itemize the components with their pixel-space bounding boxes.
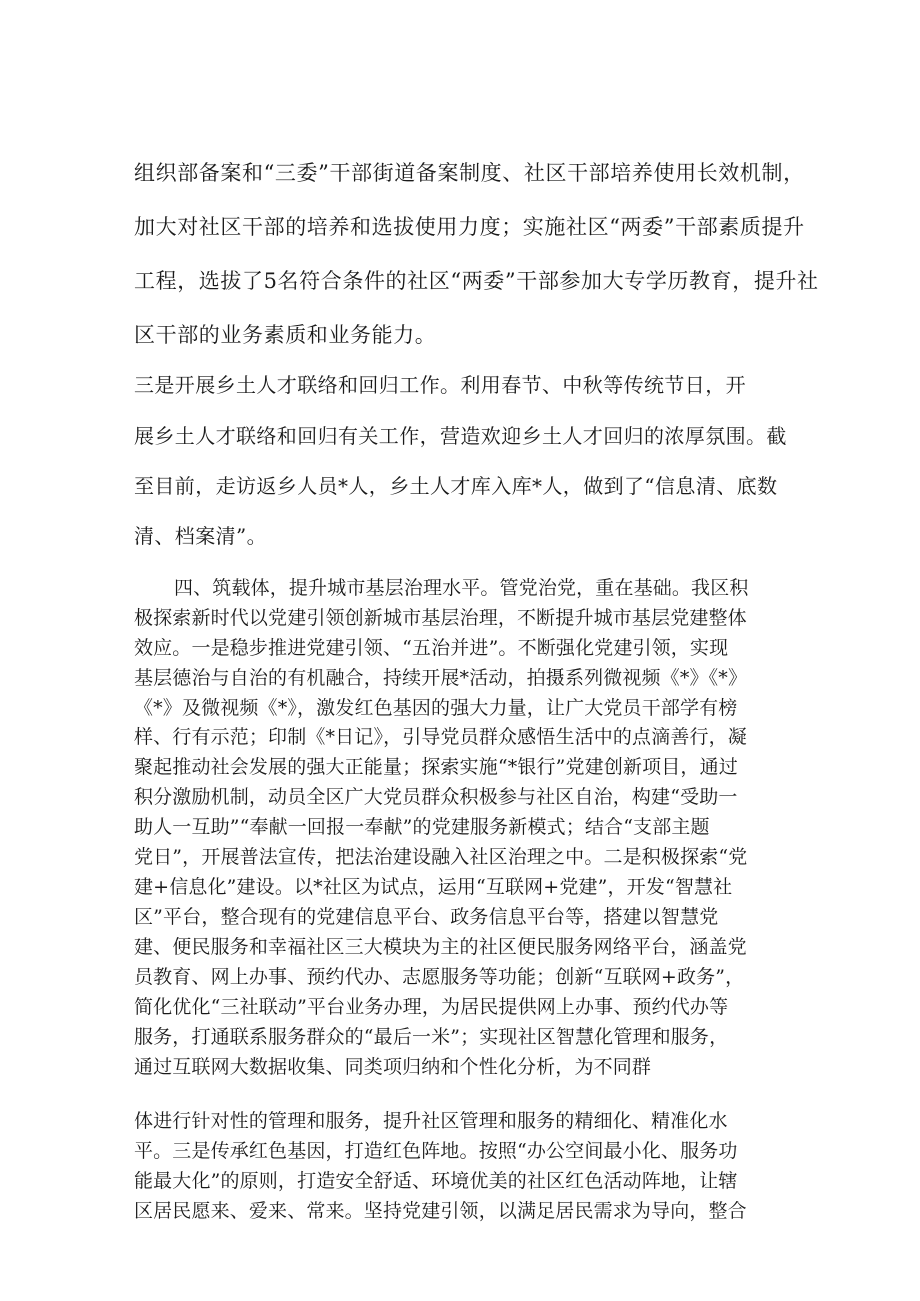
text-line: 区干部的业务素质和业务能力。 (134, 323, 437, 347)
text-line: 三是开展乡土人才联络和回归工作。利用春节、中秋等传统节日，开 (134, 373, 746, 397)
text-line: 体进行针对性的管理和服务，提升社区管理和服务的精细化、精准化水 (134, 1110, 728, 1132)
text-line: 至目前，走访返乡人员*人，乡土人才库入库*人，做到了“信息清、底数 (134, 474, 778, 498)
text-line: 基层德治与自治的有机融合，持续开展*活动，拍摄系列微视频《*》《*》 (134, 667, 748, 689)
text-line: 党日”，开展普法宣传，把法治建设融入社区治理之中。二是积极探索“党 (134, 846, 748, 868)
text-line: 员教育、网上办事、预约代办、志愿服务等功能；创新“互联网+政务”， (134, 966, 745, 988)
text-line: 样、行有示范；印制《*日记》，引导党员群众感悟生活中的点滴善行，凝 (134, 726, 747, 748)
text-line: 建+信息化”建设。以*社区为试点，运用“互联网+党建”，开发“智慧社 (134, 876, 733, 898)
text-line: 加大对社区干部的培养和选拔使用力度；实施社区“两委”干部素质提升 (134, 215, 805, 239)
text-line: 极探索新时代以党建引领创新城市基层治理，不断提升城市基层党建整体 (134, 607, 747, 629)
text-line: 平。三是传承红色基因，打造红色阵地。按照“办公空间最小化、服务功 (134, 1140, 738, 1162)
text-line: 建、便民服务和幸福社区三大模块为主的社区便民服务网络平台，涵盖党 (134, 936, 747, 958)
text-line: 《*》及微视频《*》，激发红色基因的强大力量，让广大党员干部学有榜 (134, 697, 738, 719)
text-line: 清、档案清”。 (134, 524, 268, 548)
text-line: 聚起推动社会发展的强大正能量；探索实施“*银行”党建创新项目，通过 (134, 756, 738, 778)
text-line: 工程，选拔了5名符合条件的社区“两委”干部参加大专学历教育，提升社 (134, 269, 819, 293)
text-line: 区居民愿来、爱来、常来。坚持党建引领，以满足居民需求为导向，整合 (134, 1200, 747, 1222)
text-line: 简化优化“三社联动”平台业务办理，为居民提供网上办事、预约代办等 (134, 996, 729, 1018)
text-line: 通过互联网大数据收集、同类项归纳和个性化分析，为不同群 (134, 1056, 652, 1078)
text-line: 积分激励机制，动员全区广大党员群众积极参与社区自治，构建“受助一 (134, 786, 738, 808)
section-heading-line: 四、筑载体，提升城市基层治理水平。管党治党，重在基础。我区积 (174, 577, 749, 599)
text-line: 服务，打通联系服务群众的“最后一米”；实现社区智慧化管理和服务， (134, 1026, 729, 1048)
text-line: 组织部备案和“三委”干部街道备案制度、社区干部培养使用长效机制， (134, 161, 805, 185)
text-line: 展乡土人才联络和回归有关工作，营造欢迎乡土人才回归的浓厚氛围。截 (134, 424, 787, 448)
text-line: 区”平台，整合现有的党建信息平台、政务信息平台等，搭建以智慧党 (134, 906, 719, 928)
text-line: 效应。一是稳步推进党建引领、“五治并进”。不断强化党建引领，实现 (134, 637, 729, 659)
text-line: 助人一互助”“奉献一回报一奉献”的党建服务新模式；结合“支部主题 (134, 816, 710, 838)
text-line: 能最大化”的原则，打造安全舒适、环境优美的社区红色活动阵地，让辖 (134, 1170, 738, 1192)
